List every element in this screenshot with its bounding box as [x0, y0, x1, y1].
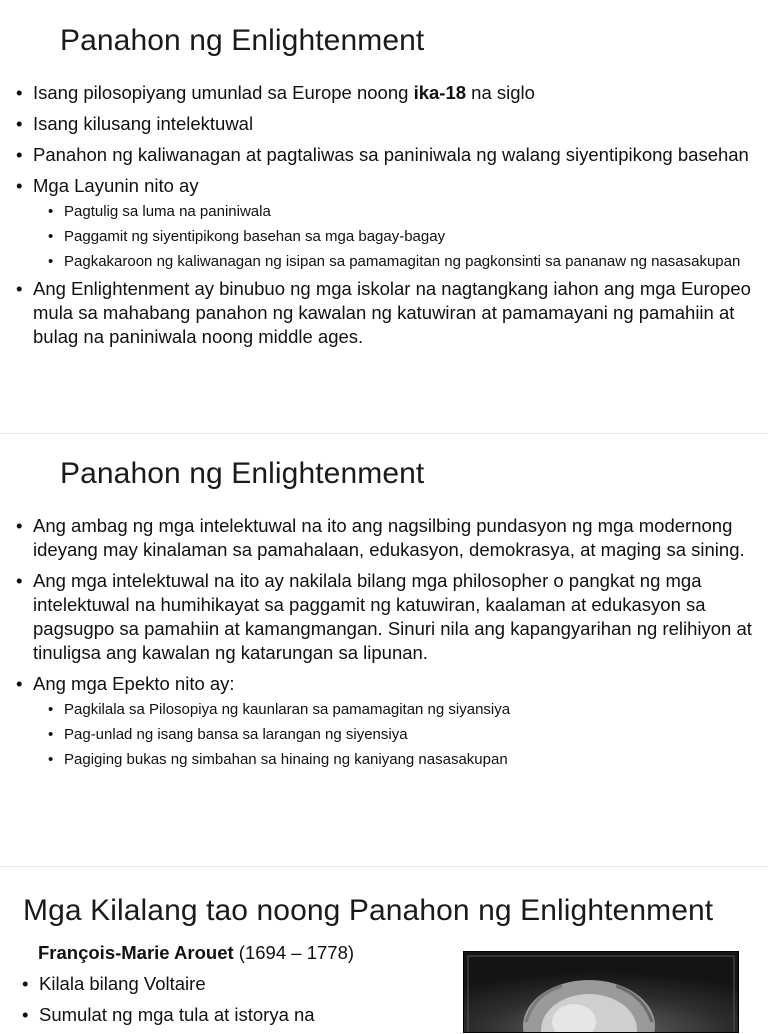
sub-bullet-item: • Pagkakaroon ng kaliwanagan ng isipan sa pamamagitan ng pagkonsinti sa pananaw ng nasasakupan — [33, 251, 756, 272]
bullet-item: • Ang mga intelektuwal na ito ay nakilala bilang mga philosopher o pangkat ng mga intelektuwal na humihikayat sa paggamit ng katuwiran, kaalaman at edukasyon sa pagsugpo sa pamahiin at kamangmangan. Sinuri nila ang kapangyarihan ng relihiyon at tinuligsa ang kawalan ng katarungan sa lipunan. — [16, 569, 756, 665]
bullet-item: • Ang ambag ng mga intelektuwal na ito ang nagsilbing pundasyon ng mga modernong ideyang may kinalaman sa pamahalaan, edukasyon, demokrasya, at maging sa sining. — [16, 514, 756, 562]
bullet-item: • Sumulat ng mga tula at istorya na — [22, 1003, 442, 1027]
slide-2 — [0, 433, 768, 863]
slide-2-title: Panahon ng Enlightenment — [60, 457, 425, 490]
bullet-item: • Panahon ng kaliwanagan at pagtaliwas sa paniniwala ng walang siyentipikong basehan — [16, 143, 756, 167]
bullet-item: • Mga Layunin nito ay • Pagtulig sa luma na paniniwala • Paggamit ng siyentipikong basehan sa mga bagay-bagay • Pagkakaroon ng kaliwanagan ng isipan sa pamamagitan ng pagkonsinti sa pananaw ng nasasakupan — [16, 174, 756, 272]
bullet-item: • Ang mga Epekto nito ay: • Pagkilala sa Pilosopiya ng kaunlaran sa pamamagitan ng siyansiya • Pag-unlad ng isang bansa sa larangan ng siyensiya • Pagiging bukas ng simbahan sa hinaing ng kaniyang nasasakupan — [16, 672, 756, 770]
person-heading — [38, 941, 354, 965]
bullet-item: • Kilala bilang Voltaire — [22, 972, 442, 996]
bullet-item: • Ang Enlightenment ay binubuo ng mga iskolar na nagtangkang iahon ang mga Europeo mula sa mahabang panahon ng kawalan ng katuwiran at pamamayani ng pamahiin at bulag na paniniwala noong middle ages. — [16, 277, 756, 349]
slide-1-bullets — [16, 81, 756, 356]
sub-bullet-item: • Pag-unlad ng isang bansa sa larangan ng siyensiya — [33, 724, 756, 745]
bold-term: ika-18 — [413, 82, 467, 103]
bullet-item: • Isang kilusang intelektuwal — [16, 112, 756, 136]
sub-bullets — [33, 201, 756, 272]
sub-bullets — [33, 699, 756, 770]
sub-bullet-item: • Pagtulig sa luma na paniniwala — [33, 201, 756, 222]
portrait-engraving — [464, 952, 738, 1032]
slide-1 — [0, 0, 768, 430]
slide-3-title: Mga Kilalang tao noong Panahon ng Enlightenment — [23, 894, 714, 927]
voltaire-portrait-image — [463, 951, 739, 1033]
slide-1-title: Panahon ng Enlightenment — [60, 24, 425, 57]
sub-bullet-item: • Paggamit ng siyentipikong basehan sa mga bagay-bagay — [33, 226, 756, 247]
bullet-item: • Isang pilosopiyang umunlad sa Europe noong ika-18 na siglo — [16, 81, 756, 105]
slide-2-bullets — [16, 514, 756, 775]
person-dates: (1694 – 1778) — [233, 942, 355, 963]
person-name: François-Marie Arouet — [38, 942, 234, 963]
sub-bullet-item: • Pagkilala sa Pilosopiya ng kaunlaran sa pamamagitan ng siyansiya — [33, 699, 756, 720]
slide-3-bullets — [22, 972, 442, 1034]
sub-bullet-item: • Pagiging bukas ng simbahan sa hinaing ng kaniyang nasasakupan — [33, 749, 756, 770]
